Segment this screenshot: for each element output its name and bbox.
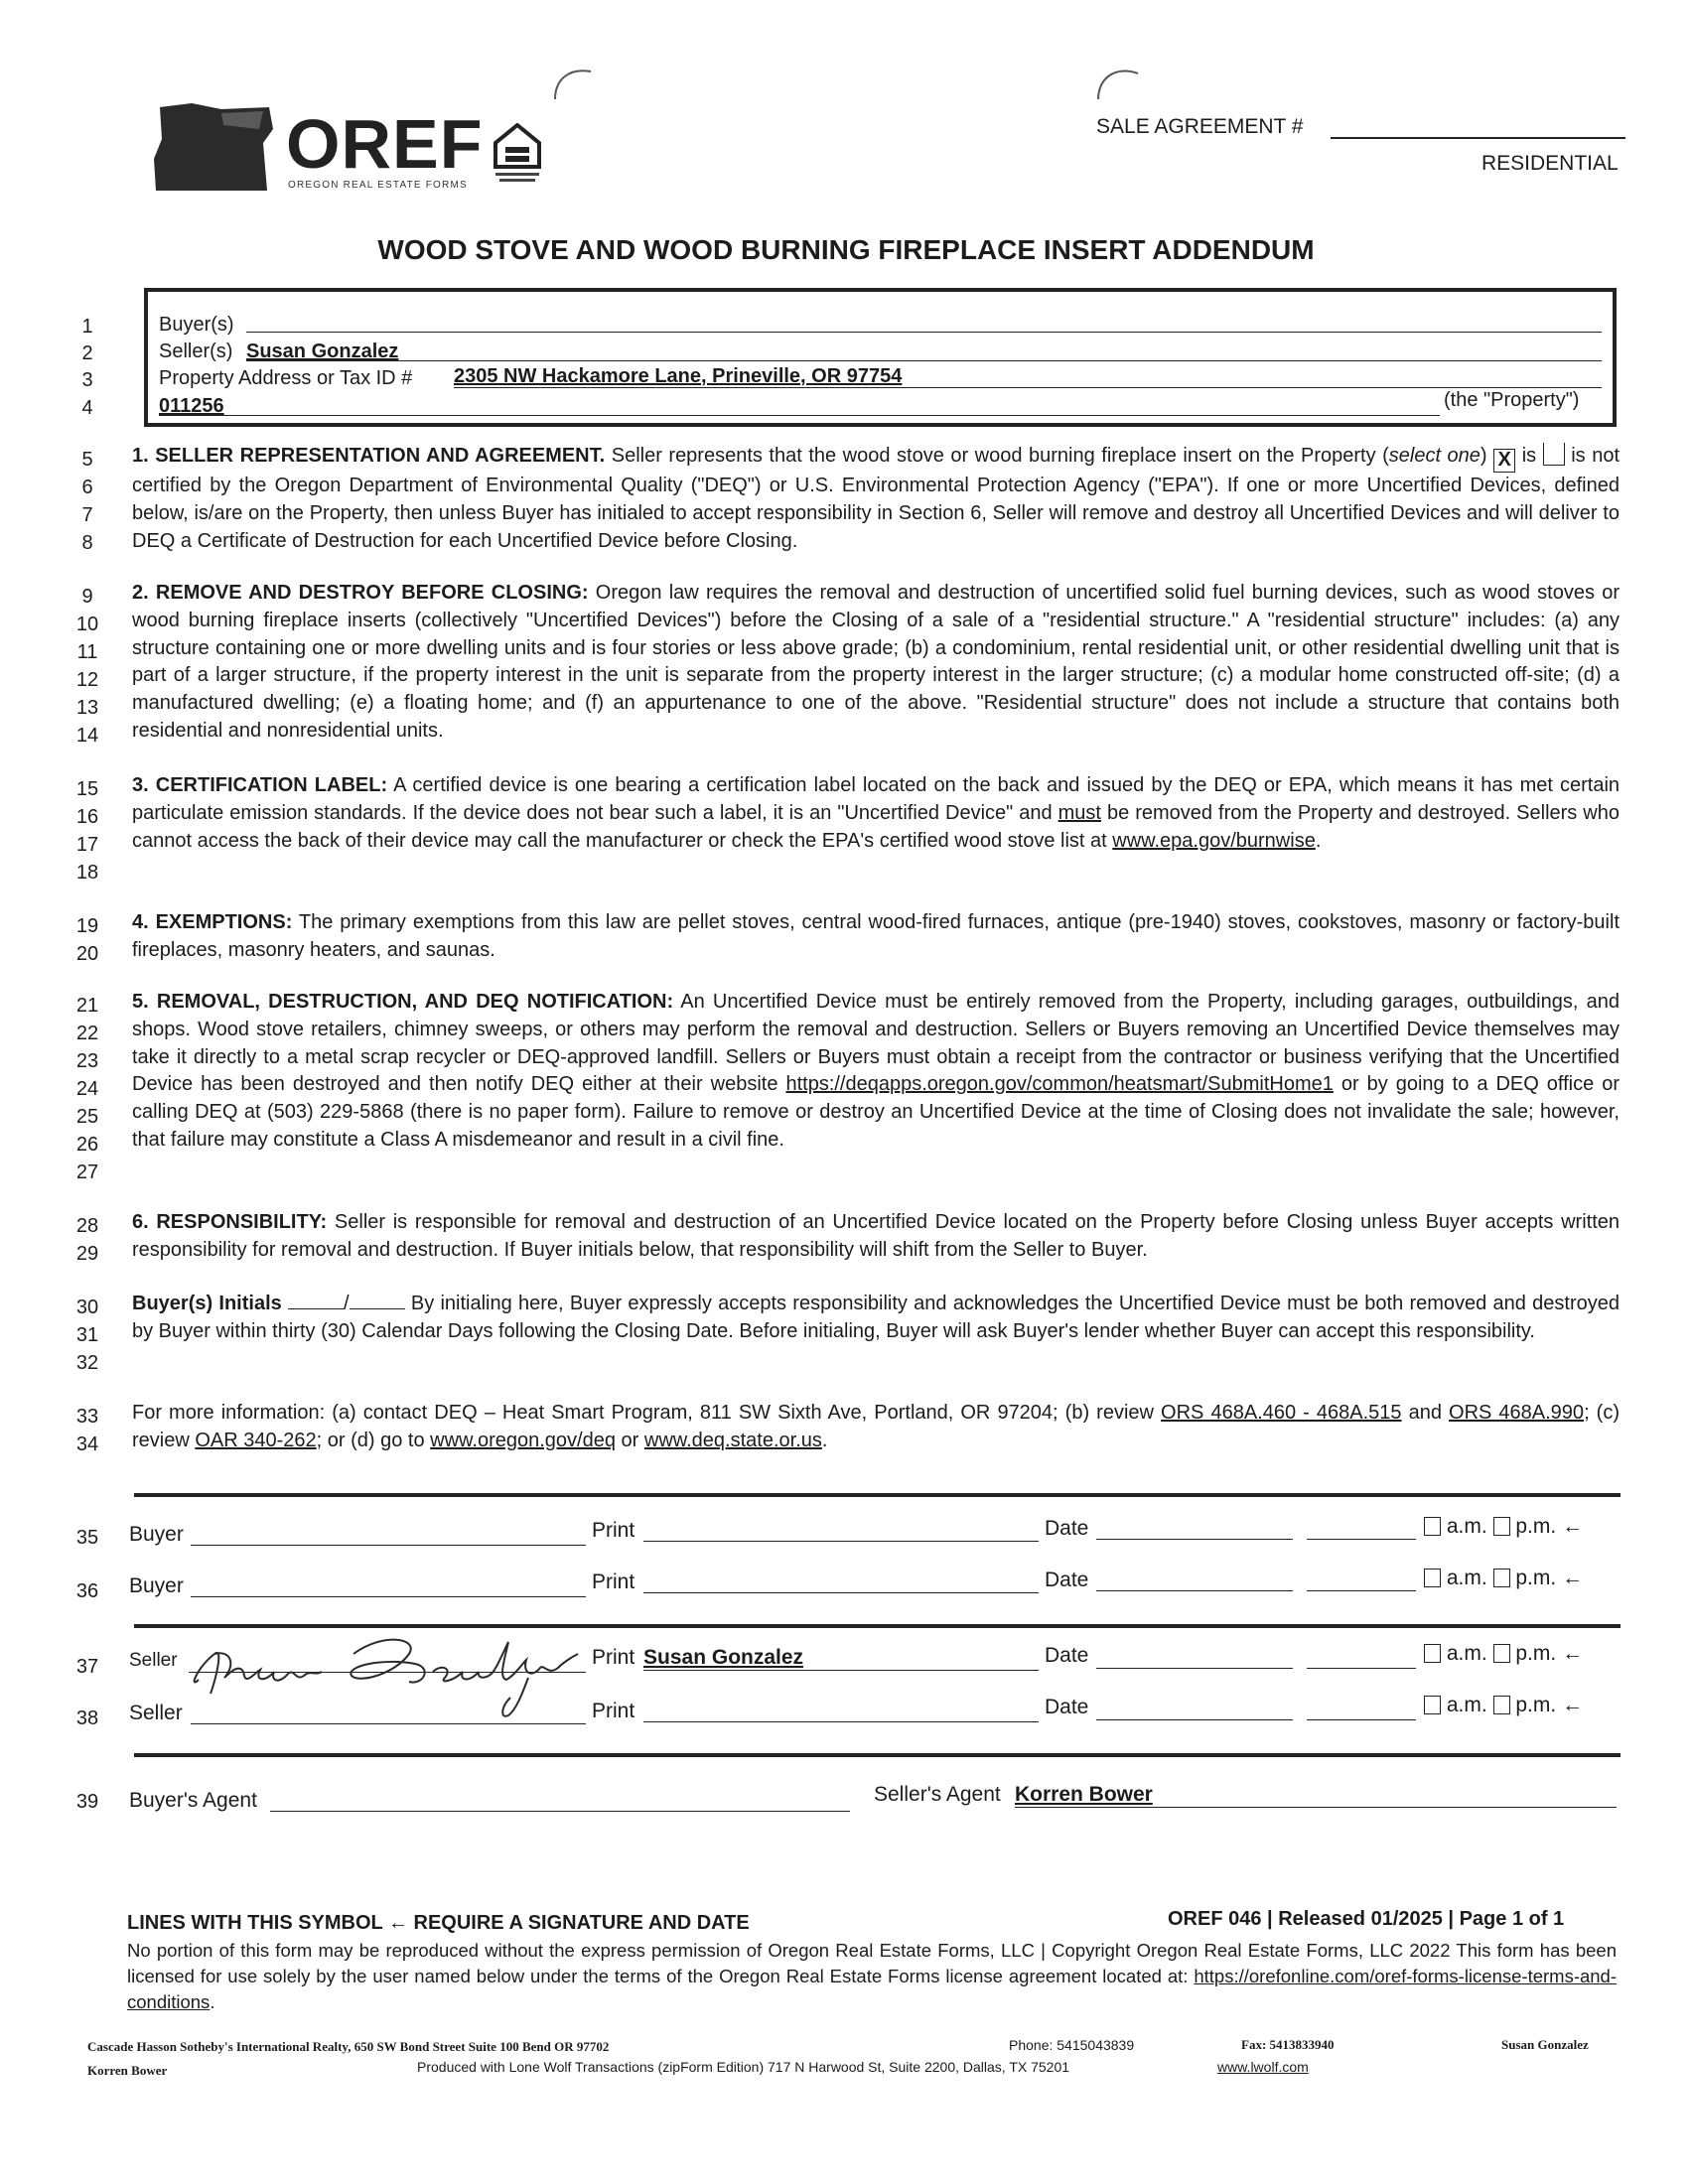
license-terms-link[interactable]: https://orefonline.com/oref-forms-license-terms-and-conditions [127,1966,1618,2012]
section-6 [132,1209,1620,1265]
line-number: 31 [75,1324,99,1346]
buyer2-print-field[interactable] [643,1592,1039,1593]
line-number: 26 [75,1134,99,1156]
section-5-text-a: An Uncertified Device must be entirely removed from the Property, including garages, outbuildings, and shops. Wood stove retailers, chimney sweeps, or others may perform the removal and destruction. Sellers or Buyers removing an Uncertified Device themselves may take it directly to a metal scrap recycler or DEQ-approved landfill. Sellers or Buyers must obtain a receipt from the contractor or business verifying that the Uncertified Device has been destroyed and then notify DEQ either at their website [132,991,1620,1096]
seller2-am-checkbox[interactable] [1424,1696,1441,1714]
sellers-agent-value[interactable]: Korren Bower [1015,1783,1153,1806]
sellers-agent-label: Seller's Agent [874,1783,1001,1806]
ors-468a-990-link[interactable]: ORS 468A.990 [1449,1402,1585,1424]
seller1-label: Seller [129,1650,178,1671]
section-1-heading: 1. SELLER REPRESENTATION AND AGREEMENT. [132,445,606,467]
am-label: a.m. [1446,1567,1487,1589]
line-number: 36 [75,1580,99,1602]
am-label: a.m. [1446,1515,1487,1538]
more-info-text-a: For more information: (a) contact DEQ – Heat Smart Program, 811 SW Sixth Ave, Portland, OR 97204; (b) review [132,1402,1154,1424]
am-label: a.m. [1446,1642,1487,1665]
line-number: 16 [75,806,99,828]
section-1 [132,443,1620,555]
seller1-date-label: Date [1045,1644,1089,1667]
buyers-agent-label: Buyer's Agent [129,1789,257,1812]
initials-slash: / [344,1293,350,1314]
buyer1-am-checkbox[interactable] [1424,1517,1441,1536]
oref-logo-subtitle: OREGON REAL ESTATE FORMS [288,180,468,191]
seller-field [246,360,1602,361]
buyer1-print-field[interactable] [643,1541,1039,1542]
initials-label: Buyer(s) Initials [132,1293,282,1314]
sale-agreement-field[interactable] [1331,137,1625,139]
section-1-text: Seller represents that the wood stove or wood burning fireplace insert on the Property ( [611,445,1389,467]
pm-label: p.m. [1515,1642,1557,1665]
seller1-print-value[interactable]: Susan Gonzalez [643,1646,804,1669]
line-number: 17 [75,834,99,856]
seller1-ampm [1424,1642,1583,1666]
more-info-text-f: . [821,1429,828,1451]
section-2 [132,580,1620,746]
line-number: 39 [75,1791,99,1813]
property-label: Property Address or Tax ID # [159,367,413,389]
seller2-signature-field[interactable] [191,1723,586,1724]
buyers-agent-field[interactable] [270,1811,850,1812]
line-number: 9 [81,586,93,608]
more-info-text-e: or [621,1429,639,1451]
phone-number: Phone: 5415043839 [1009,2037,1135,2053]
sale-agreement-label: SALE AGREEMENT # [1096,115,1304,138]
buyer2-signature-field[interactable] [191,1596,586,1597]
arrow-left-icon: ← [1562,1642,1584,1665]
pm-label: p.m. [1515,1515,1557,1538]
line-number: 38 [75,1707,99,1729]
property-suffix: (the "Property") [1444,389,1580,411]
line-number: 35 [75,1527,99,1549]
copyright-text: No portion of this form may be reproduced without the express permission of Oregon Real Estate Forms, LLC | Copyright Oregon Real Estate Forms, LLC 2022 [127,1940,1451,1961]
line-number: 19 [75,915,99,937]
seller1-pm-checkbox[interactable] [1493,1644,1510,1663]
section-6-text: Seller is responsible for removal and destruction of an Uncertified Device located on the Property before Closing unless Buyer accepts written responsibility for removal and destruction. If Buyer initials below, that responsibility will shift from the Seller to Buyer. [132,1211,1620,1261]
line-number: 22 [75,1023,99,1044]
seller2-pm-checkbox[interactable] [1493,1696,1510,1714]
property-field [454,387,1602,388]
section-3-text-b: be removed from the Property and destroyed. Sellers who cannot access the back of their device may call the manufacturer or check the EPA's certified wood stove list at [132,801,1620,852]
sellers-agent-field [1015,1807,1617,1808]
line-number: 5 [81,449,93,471]
line-number: 12 [75,669,99,691]
form-id: OREF 046 | Released 01/2025 | Page 1 of 1 [1168,1908,1565,1930]
brokerage-info: Cascade Hasson Sotheby's International Realty, 650 SW Bond Street Suite 100 Bend OR 97702 [87,2039,610,2054]
licensed-user-name: Susan Gonzalez [1501,2037,1589,2052]
line-number: 25 [75,1106,99,1128]
oregon-state-logo [152,99,276,195]
seller1-time-field[interactable] [1307,1668,1416,1669]
initials-text: By initialing here, Buyer expressly accepts responsibility and acknowledges the Uncertified Device must be both removed and destroyed by Buyer within thirty (30) Calendar Days following the Closing Date. Before initialing, Buyer will ask Buyer's lender whether Buyer can accept this responsibility. [132,1293,1621,1342]
agent-name: Korren Bower [87,2063,168,2078]
seller2-date-label: Date [1045,1696,1089,1718]
seller1-date-field[interactable] [1096,1668,1293,1669]
is-label: is [1521,445,1537,467]
is-not-label: is not certified by the Oregon Department of Environmental Quality ("DEQ") or U.S. Environmental Protection Agency ("EPA"). If one or more Uncertified Devices, defined below, is/are on the Property, then unless Buyer has initialed to accept responsibility in Section 6, Seller will remove and destroy all Uncertified Devices and will deliver to DEQ a Certificate of Destruction for each Uncertified Device before Closing. [132,445,1621,552]
buyer1-signature-field[interactable] [191,1545,586,1546]
seller1-print-field [643,1670,1039,1671]
line-number: 6 [81,477,93,498]
seller2-ampm [1424,1694,1583,1717]
seller1-print-label: Print [592,1646,635,1669]
ors-468a-460-link[interactable]: ORS 468A.460 - 468A.515 [1161,1402,1402,1424]
line-number: 4 [81,397,93,419]
buyer2-am-checkbox[interactable] [1424,1569,1441,1587]
pm-label: p.m. [1515,1694,1557,1716]
am-label: a.m. [1446,1694,1487,1716]
is-checkbox-mark: X [1497,449,1511,471]
seller1-am-checkbox[interactable] [1424,1644,1441,1663]
section-5 [132,989,1620,1155]
section-3-end: . [1315,829,1322,852]
section-3-text-a: A certified device is one bearing a certification label located on the back and issued by the DEQ or EPA, which means it has met certain particulate emission standards. If the device does not bear such a label, it is an "Uncertified Device" and [132,774,1621,824]
property-value[interactable]: 2305 NW Hackamore Lane, Prineville, OR 97754 [454,365,903,387]
seller-value[interactable]: Susan Gonzalez [246,341,399,362]
line-number: 13 [75,697,99,719]
arrow-left-icon: ← [1562,1694,1584,1716]
seller2-print-label: Print [592,1700,635,1722]
buyer-label: Buyer(s) [159,314,234,336]
is-not-checkbox[interactable] [1543,443,1565,466]
select-one-note: select one [1388,445,1480,467]
more-info-text-c: ; (c) review [132,1402,1621,1451]
tax-id-value[interactable]: 011256 [159,395,224,417]
lwolf-link[interactable]: www.lwolf.com [1217,2059,1309,2075]
line-number: 10 [75,614,99,635]
line-number: 27 [75,1161,99,1183]
deq-state-link[interactable]: www.deq.state.or.us [643,1429,822,1451]
divider [134,1493,1621,1497]
fax-number: Fax: 5413833940 [1241,2037,1335,2052]
residential-label: RESIDENTIAL [1481,152,1619,175]
section-1-paren: ) [1480,445,1487,467]
section-4 [132,909,1620,965]
buyer2-ampm [1424,1567,1583,1590]
line-number: 21 [75,995,99,1017]
section-6-heading: 6. RESPONSIBILITY: [132,1211,328,1233]
epa-burnwise-link[interactable]: www.epa.gov/burnwise [1112,829,1316,852]
initials-paragraph [132,1291,1620,1346]
line-number: 37 [75,1656,99,1678]
tax-id-field [159,415,1440,416]
line-number: 23 [75,1050,99,1072]
seller2-time-field[interactable] [1307,1719,1416,1720]
buyer2-label: Buyer [129,1574,184,1597]
seller2-print-field[interactable] [643,1721,1039,1722]
line-number: 11 [76,641,98,663]
license-text: This form has been licensed for use solely by the user named below under the terms of the Oregon Real Estate Forms license agreement located at: [127,1940,1617,1986]
line-number: 14 [75,725,99,747]
arrow-left-icon: ← [1562,1567,1584,1589]
section-4-heading: 4. EXEMPTIONS: [132,911,293,933]
line-number: 20 [75,943,99,965]
deq-heatsmart-link[interactable]: https://deqapps.oregon.gov/common/heatsmart/SubmitHome1 [785,1073,1334,1096]
initials-field-2[interactable] [350,1291,405,1309]
produced-with: Produced with Lone Wolf Transactions (zipForm Edition) 717 N Harwood St, Suite 2200, Dallas, TX 75201 [417,2059,1070,2075]
buyer-field[interactable] [246,332,1602,333]
line-number: 34 [75,1433,99,1455]
buyer1-time-field[interactable] [1307,1539,1416,1540]
punch-hole-mark [551,62,601,101]
oar-340-262-link[interactable]: OAR 340-262 [195,1429,317,1451]
buyer1-print-label: Print [592,1519,635,1542]
line-number: 7 [81,504,93,526]
section-2-text: Oregon law requires the removal and destruction of uncertified solid fuel burning devices, such as wood stoves or wood burning fireplace inserts (collectively "Uncertified Devices") before the Closing of a sale of a "residential structure." A "residential structure" includes: (a) any structure containing one or more dwelling units and is four stories or less above grade; (b) a condominium, rental residential unit, or other residential dwelling unit that is part of a larger structure, if the property interest in the unit is separate from the property interest in the larger structure; (c) a modular home constructed off-site; (d) a manufactured dwelling; (e) a floating home; and (f) an appurtenance to one of the above. "Residential structure" does not include a structure that contains both residential and nonresidential units. [132,582,1621,742]
seller-label: Seller(s) [159,341,233,362]
initials-field[interactable] [288,1291,344,1309]
section-5-text-b: or by going to a DEQ office or calling DEQ at (503) 229-5868 (there is no paper form). Failure to remove or destroy an Uncertified Device at the time of Closing does not invalidate the sale; however, that failure may constitute a Class A misdemeanor and result in a civil fine. [132,1073,1620,1151]
section-2-heading: 2. REMOVE AND DESTROY BEFORE CLOSING: [132,582,589,604]
buyer2-print-label: Print [592,1570,635,1593]
more-info-text-d: ; or (d) go to [316,1429,425,1451]
line-number: 15 [75,778,99,800]
more-info [132,1400,1620,1455]
line-number: 33 [75,1406,99,1428]
copyright-notice [127,1938,1617,2015]
line-number: 3 [81,369,93,391]
arrow-left-icon: ← [1562,1515,1584,1538]
line-number: 24 [75,1078,99,1100]
license-end: . [210,1991,215,2012]
line-number: 2 [81,342,93,364]
section-4-text: The primary exemptions from this law are pellet stoves, central wood-fired furnaces, antique (pre-1940) stoves, cookstoves, masonry or factory-built fireplaces, masonry heaters, and saunas. [132,911,1620,961]
more-info-text-b: and [1408,1402,1442,1424]
buyer2-date-label: Date [1045,1569,1089,1591]
page-title: WOOD STOVE AND WOOD BURNING FIREPLACE INSERT ADDENDUM [377,234,1315,265]
oregon-deq-link[interactable]: www.oregon.gov/deq [430,1429,616,1451]
buyer1-pm-checkbox[interactable] [1493,1517,1510,1536]
buyer1-label: Buyer [129,1523,184,1546]
pm-label: p.m. [1515,1567,1557,1589]
section-3-heading: 3. CERTIFICATION LABEL: [132,774,388,796]
punch-hole-mark [1092,62,1152,101]
seller2-label: Seller [129,1702,183,1724]
line-number: 29 [75,1243,99,1265]
buyer2-date-field[interactable] [1096,1590,1293,1591]
equal-housing-icon [492,123,543,185]
line-number: 1 [81,316,93,338]
seller-signature [185,1624,598,1723]
line-number: 30 [75,1297,99,1318]
section-3 [132,772,1620,855]
buyer1-ampm [1424,1515,1583,1539]
line-number: 32 [75,1352,99,1374]
buyer2-time-field[interactable] [1307,1590,1416,1591]
divider [134,1753,1621,1757]
buyer2-pm-checkbox[interactable] [1493,1569,1510,1587]
line-number: 28 [75,1215,99,1237]
must-underlined: must [1058,801,1101,824]
line-number: 8 [81,532,93,554]
section-5-heading: 5. REMOVAL, DESTRUCTION, AND DEQ NOTIFICATION: [132,991,674,1013]
buyer1-date-field[interactable] [1096,1539,1293,1540]
is-checkbox[interactable] [1493,449,1515,473]
line-number: 18 [75,862,99,884]
buyer1-date-label: Date [1045,1517,1089,1540]
seller2-date-field[interactable] [1096,1719,1293,1720]
signature-symbol-note: LINES WITH THIS SYMBOL ← REQUIRE A SIGNATURE AND DATE [127,1912,750,1934]
oref-logo-text: OREF [286,105,484,183]
